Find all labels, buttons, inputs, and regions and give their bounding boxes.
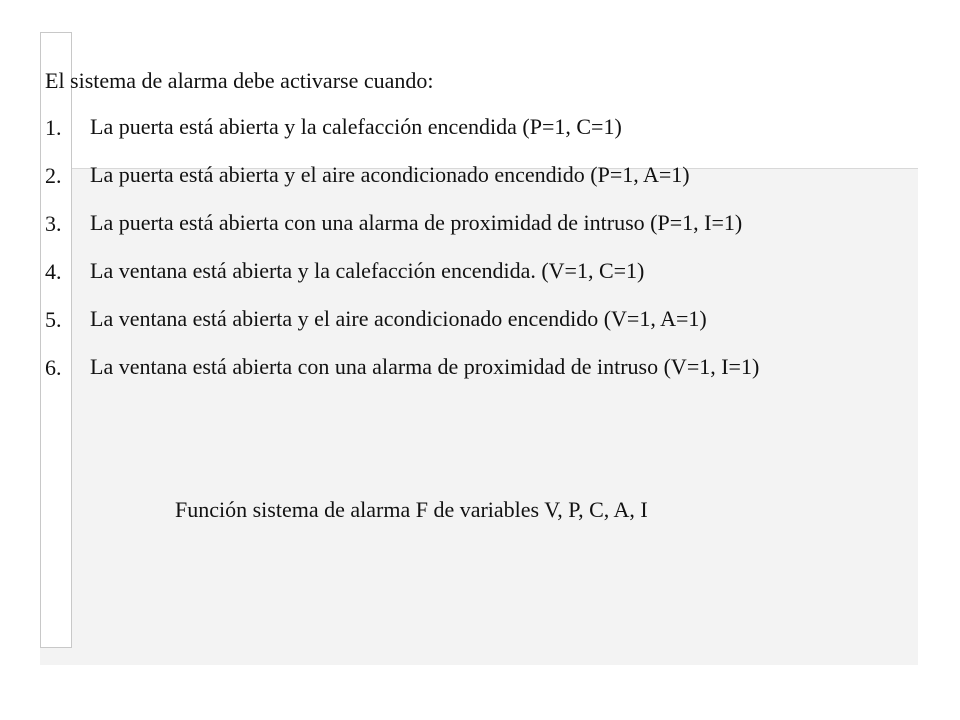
list-item xyxy=(45,207,905,240)
content-block xyxy=(45,64,905,399)
list-text: La ventana está abierta y la calefacción encendida. (V=1, C=1) xyxy=(90,258,645,283)
list-text: La ventana está abierta y el aire acondicionado encendido (V=1, A=1) xyxy=(90,306,707,331)
list-number: 1. xyxy=(45,115,62,140)
list-item xyxy=(45,159,905,192)
list-text: La puerta está abierta con una alarma de proximidad de intruso (P=1, I=1) xyxy=(90,210,743,235)
list-text: La ventana está abierta con una alarma de proximidad de intruso (V=1, I=1) xyxy=(90,354,760,379)
list-text: La puerta está abierta y el aire acondicionado encendido (P=1, A=1) xyxy=(90,162,690,187)
list-number: 5. xyxy=(45,307,62,332)
function-statement: Función sistema de alarma F de variables V, P, C, A, I xyxy=(175,497,648,522)
list-item xyxy=(45,255,905,288)
intro-text: El sistema de alarma debe activarse cuando: xyxy=(45,68,434,93)
list-item xyxy=(45,303,905,336)
list-text: La puerta está abierta y la calefacción encendida (P=1, C=1) xyxy=(90,114,622,139)
list-number: 4. xyxy=(45,259,62,284)
list-item xyxy=(45,351,905,384)
list-number: 6. xyxy=(45,355,62,380)
list-number: 3. xyxy=(45,211,62,236)
list-item xyxy=(45,111,905,144)
rules-list xyxy=(45,111,905,384)
list-number: 2. xyxy=(45,163,62,188)
